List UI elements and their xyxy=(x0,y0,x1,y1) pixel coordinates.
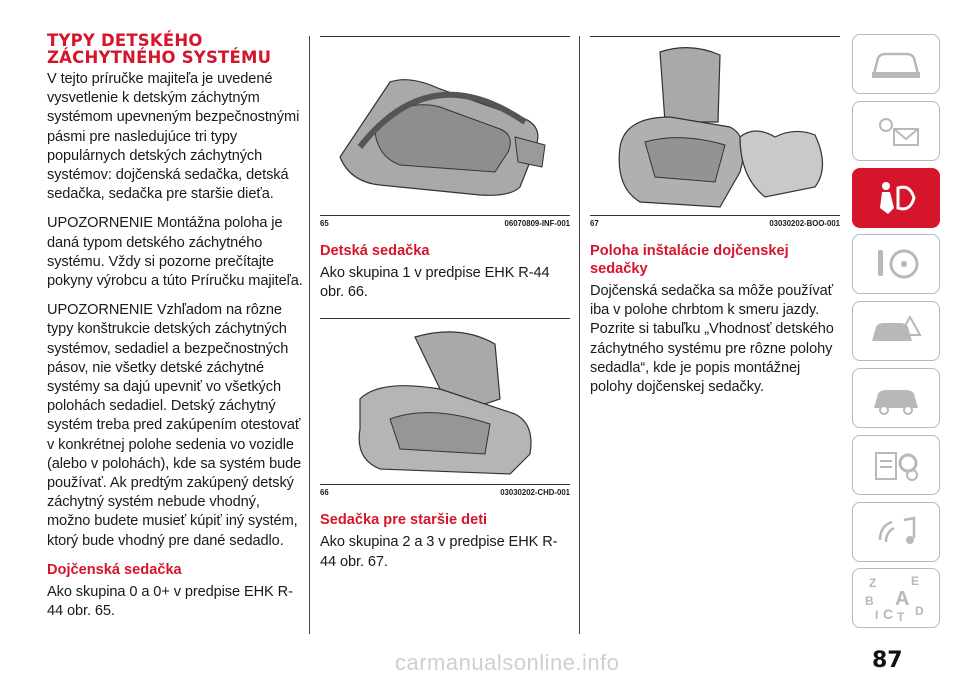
figure-65-code: 06070809-INF-001 xyxy=(504,219,570,228)
child-seat-heading: Detská sedačka xyxy=(320,243,430,259)
column-divider-1 xyxy=(309,36,310,634)
airbag-seat-safety-icon xyxy=(866,178,926,218)
index-letter-d: D xyxy=(915,604,924,619)
tab-servicing[interactable] xyxy=(852,368,940,428)
child-seat-illustration xyxy=(320,319,570,484)
car-dashboard-icon xyxy=(866,44,926,84)
tab-multimedia[interactable] xyxy=(852,502,940,562)
index-letter-a: A xyxy=(895,588,910,611)
older-child-seat-text: Ako skupina 2 a 3 v predpise EHK R-44 obr. 67. xyxy=(320,534,558,570)
index-letter-e: E xyxy=(911,574,920,589)
figure-67-number: 67 xyxy=(590,219,599,228)
index-letter-i: I xyxy=(875,608,879,623)
installation-position-heading: Poloha inštalácie dojčenskej sedačky xyxy=(590,243,789,277)
booster-seat-illustration xyxy=(590,37,840,215)
chapter-tabs xyxy=(852,34,944,635)
index-letter-b: B xyxy=(865,594,874,609)
tab-technical-data[interactable] xyxy=(852,435,940,495)
section-title-line1: TYPY DETSKÉHO xyxy=(47,31,203,50)
figure-66-number: 66 xyxy=(320,488,329,498)
intro-paragraph: V tejto príručke majiteľa je uvedené vysvetlenie k detským záchytným systémom upevneným bezpečnostnými pásmi pre nasledujúce tri typy populárnych detských záchytných systémov: dojčenská sedačka, detská sedačka, sedačka pre staršie dieťa. xyxy=(47,71,300,203)
tab-emergency[interactable] xyxy=(852,301,940,361)
figure-67 xyxy=(590,36,840,216)
child-seat-text: Ako skupina 1 v predpise EHK R-44 obr. 66. xyxy=(320,265,550,301)
column-2 xyxy=(320,30,570,582)
alphabetical-index-icon xyxy=(861,573,931,623)
index-letter-c: C xyxy=(883,606,894,623)
index-letter-t: T xyxy=(897,610,905,624)
watermark: carmanualsonline.info xyxy=(395,650,620,675)
figure-66-code: 03030202-CHD-001 xyxy=(500,488,570,498)
warning-lights-message-icon xyxy=(866,111,926,151)
column-divider-2 xyxy=(579,36,580,634)
infant-carrier-illustration xyxy=(320,37,570,215)
car-service-icon xyxy=(866,378,926,418)
car-breakdown-icon xyxy=(866,311,926,351)
key-steering-wheel-icon xyxy=(866,244,926,284)
figure-65 xyxy=(320,36,570,216)
figure-66 xyxy=(320,318,570,485)
figure-67-caption xyxy=(590,216,840,228)
warning-paragraph-1: UPOZORNENIE Montážna poloha je daná typom detského záchytného systému. Vždy si pozorne prečítajte pokyny výrobcu a túto Príručku majiteľa. xyxy=(47,215,303,290)
index-letter-z: Z xyxy=(869,576,877,591)
tab-safety[interactable] xyxy=(852,168,940,228)
figure-65-caption xyxy=(320,216,570,228)
figure-65-number: 65 xyxy=(320,219,329,228)
tab-warning-lights[interactable] xyxy=(852,101,940,161)
section-title xyxy=(47,32,305,66)
tab-car-dashboard[interactable] xyxy=(852,34,940,94)
older-child-seat-heading: Sedačka pre staršie deti xyxy=(320,512,488,529)
figure-67-code: 03030202-BOO-001 xyxy=(769,219,840,228)
page-number: 87 xyxy=(872,648,903,673)
column-3 xyxy=(590,30,840,407)
figure-66-caption xyxy=(320,485,570,497)
installation-position-text: Dojčenská sedačka sa môže používať iba v polohe chrbtom k smeru jazdy. Pozrite si tabuľku „Vhodnosť detského záchytného systému pre rôzne polohy sedadla“, kde je popis montážnej polohy dojčenskej sedačky. xyxy=(590,283,834,396)
tab-starting-driving[interactable] xyxy=(852,234,940,294)
section-title-line2: ZÁCHYTNÉHO SYSTÉMU xyxy=(47,48,272,67)
warning-paragraph-2: UPOZORNENIE Vzhľadom na rôzne typy konštrukcie detských záchytných systémov, sedadiel a bezpečnostných pásov, nie všetky detské záchytné systémy sa dajú upevniť vo všetkých polohách sedadiel. Detský záchytný systém treba pred zakúpením otestovať v konkrétnej polohe sedenia vo vozidle (alebo v polohách), kde sa systém bude používať. Ak predtým zakúpený detský záchytný systém nebude vhodný, možno budete musieť kúpiť iný systém, ktorý bude vhodný pre dané sedadlo. xyxy=(47,302,302,549)
tab-index[interactable] xyxy=(852,568,940,628)
maintenance-gears-icon xyxy=(866,445,926,485)
infant-seat-text: Ako skupina 0 a 0+ v predpise EHK R-44 obr. 65. xyxy=(47,583,293,620)
column-1 xyxy=(47,30,305,631)
infant-seat-heading: Dojčenská sedačka xyxy=(47,561,182,578)
multimedia-music-icon xyxy=(866,512,926,552)
